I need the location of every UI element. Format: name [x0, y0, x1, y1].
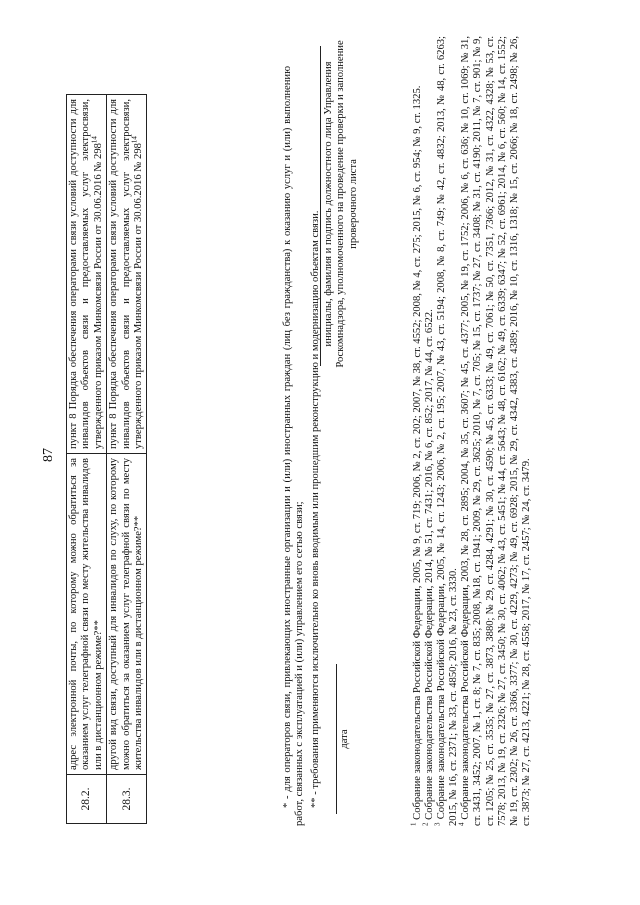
- footnote-text: Собрание законодательства Российской Федерации, 2014, № 51, ст. 7431; 2016, № 6, ст. 852; 2017, № 44, ст. 6522.: [424, 309, 436, 820]
- row-number: 28.2.: [67, 775, 107, 824]
- official-signature-label: инициалы, фамилия и подпись должностного лица Управления Роскомнадзора, уполномоченного на проведение проверки и заполнение проверочного листа: [323, 40, 359, 368]
- question-text: адрес электронной почты, по которому можно обратиться за оказанием услуг телеграфной связи по месту жительства инвалидов или в дистанционном режиме?**: [67, 454, 107, 775]
- rotated-document-page: [40, 22, 600, 882]
- footnote-text: Собрание законодательства Российской Федерации, 2005, № 9, ст. 719; 2006, № 2, ст. 202; 2007, № 38, ст. 4552; 2008, № 4, ст. 275; 2015, № 6, ст. 954; № 9, ст. 1325.: [412, 85, 423, 820]
- footnote-ref: 14: [130, 136, 139, 144]
- footnote: [421, 36, 436, 826]
- footnote-text: Собрание законодательства Российской Федерации, 2003, № 28, ст. 2895; 2004, № 35, ст. 3607; № 45, ст. 4377; 2005, № 19, ст. 1752; 2006, № 6, ст. 636; № 10, ст. 1069; № 31, ст. 3431, 3452; 2007, № 1, ст. 8; № 7, ст. 835; 2008, №18, ст. 1941; 2009, № 29, ст. 3625; 2010, № 7, ст. 705; № 15, ст. 1737; № 27, ст. 3408; № 31, ст. 4190; 2011, № 7, ст. 901; № 9, ст. 1205; № 25, ст. 3535; № 27, ст. 3873, 3880; № 29, ст. 4284, 4291; № 30, ст. 4590; № 45, ст. 6333; № 49, ст. 7061; № 50, ст. 7351, 7366; 2012, № 31, ст. 4322, 4328; № 53, ст. 7578; 2013, № 19, ст. 2326; № 27, ст. 3450; № 30, ст. 4062; № 43, ст. 5451; № 44, ст. 5643; № 48, ст. 6162; № 49, ст. 6339; 6347; № 52, ст. 6961; 2014, № 6, ст. 560; № 14, ст. 1552; № 19, ст. 2302; № 26, ст. 3366, 3377; № 30, ст. 4229, 4273; № 49, ст. 6928; 2015, № 29, ст. 4342, 4383, ст. 4389; 2016, № 10, ст. 1316, 1318; № 15, ст. 2066; № 18, ст. 2498; № 26, ст. 3873; № 27, ст. 4213, 4221; № 28, ст. 4558; 2017, № 17, ст. 2457; № 24, ст. 3479.: [460, 36, 532, 826]
- official-signature-line: [320, 46, 321, 366]
- legal-basis-text: пункт 8 Порядка обеспечения операторами связи условий доступности для инвалидов объектов связи и предоставляемых услуг электросвязи, утвержденного приказом Минкомсвязи России от 30.06.2016 № 298: [68, 99, 104, 449]
- footnote: [433, 36, 460, 826]
- legal-basis-text: пункт 8 Порядка обеспечения операторами связи условий доступности для инвалидов объектов связи и предоставляемых услуг электросвязи, утвержденного приказом Минкомсвязи России от 30.06.2016 № 298: [108, 99, 145, 449]
- note-operators: * - для операторов связи, привлекающих иностранные организации и (или) иностранных граждан (лиц без гражданства) к оказанию услуг и (или) выполнению работ, связанных с эксплуатацией и (или) управлением его сетью связи;: [282, 66, 306, 826]
- footnote: [409, 36, 424, 826]
- date-label: дата: [339, 729, 350, 749]
- date-signature-line: [336, 664, 337, 814]
- footnote-mark: 2: [421, 822, 430, 826]
- row-number: 28.3.: [107, 775, 147, 824]
- table-row: [107, 95, 147, 824]
- question-text: другой вид связи, доступный для инвалидов по слуху, по которому можно обратиться за оказанием услуг телеграфной связи по месту жительства инвалидов или в дистанционном режиме?**: [107, 454, 147, 775]
- legal-basis: [67, 95, 107, 454]
- note-new-objects: ** - требования применяются исключительно ко вновь вводимым или прошедшим реконструкцию и модернизацию объектам связи.: [310, 210, 321, 808]
- footnote-ref: 14: [90, 136, 99, 144]
- footnotes: [409, 36, 533, 826]
- footnote-text: Собрание законодательства Российской Федерации, 2005, № 14, ст. 1243; 2006, № 2, ст. 195; 2007, № 43, ст. 5194; 2008, № 8, ст. 749; № 42, ст. 4832; 2013, № 48, ст. 6263; 2015, № 16, ст. 2371; № 33, ст. 4850; 2016, № 23, ст. 3330.: [436, 36, 460, 826]
- table-row: [67, 95, 107, 824]
- footnote-mark: 3: [433, 822, 442, 826]
- requirements-table: [66, 94, 147, 824]
- footnote: [457, 36, 533, 826]
- footnote-mark: 4: [457, 822, 466, 826]
- legal-basis: [107, 95, 147, 454]
- footnote-mark: 1: [409, 822, 418, 826]
- page-number: 87: [41, 448, 56, 462]
